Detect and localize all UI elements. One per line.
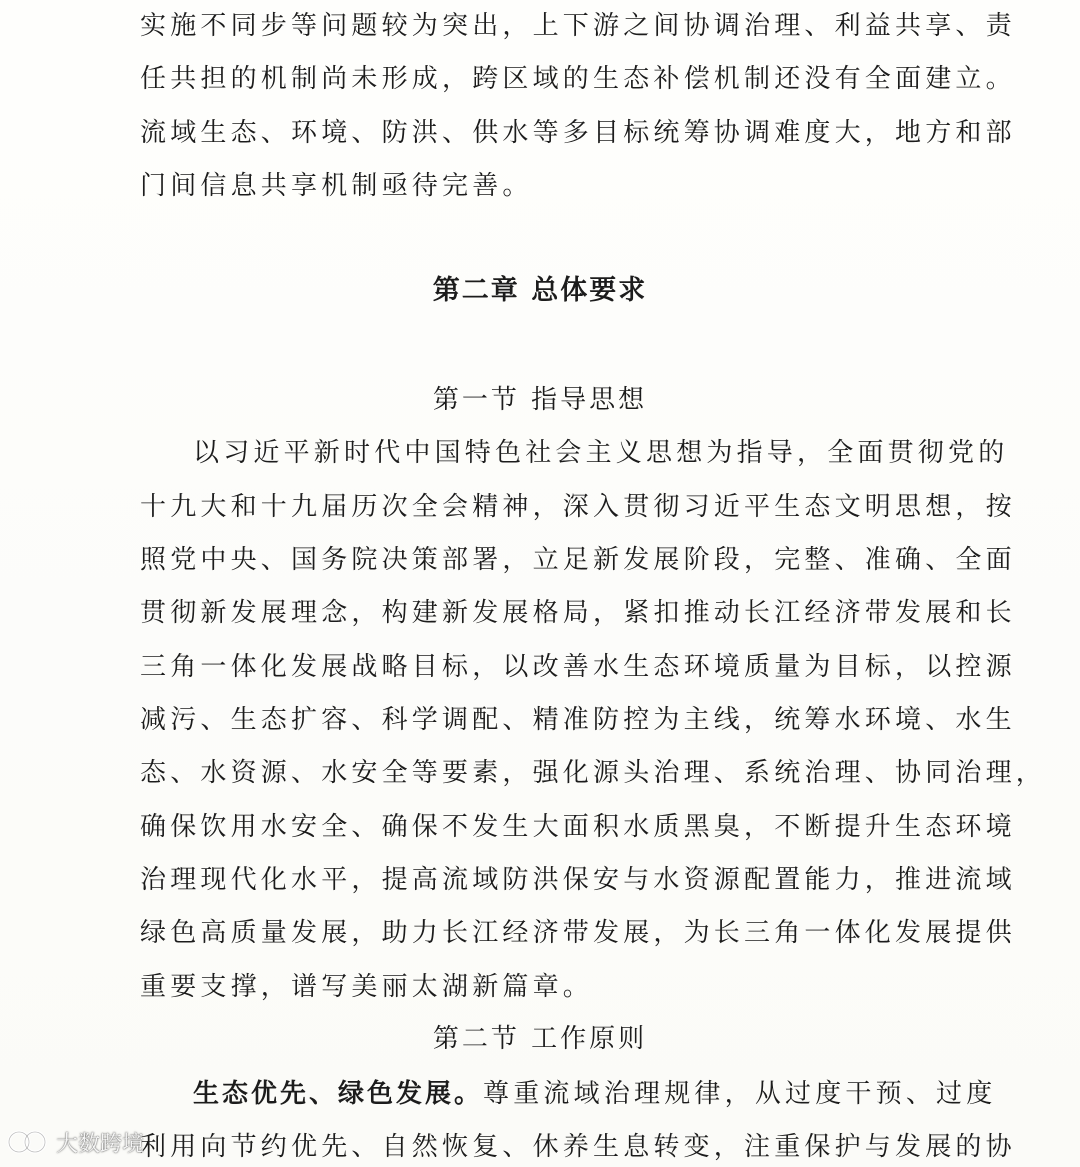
- body-text-line: 门间信息共享机制亟待完善。: [140, 171, 533, 201]
- body-text-line: 重要支撑，谱写美丽太湖新篇章。: [140, 972, 594, 1002]
- brand-logo-icon: [6, 1127, 50, 1157]
- body-text-line: 三角一体化发展战略目标，以改善水生态环境质量为目标，以控源: [140, 652, 1016, 682]
- body-text-line: 照党中央、国务院决策部署，立足新发展阶段，完整、准确、全面: [140, 545, 1016, 575]
- body-text-line: 减污、生态扩容、科学调配、精准防控为主线，统筹水环境、水生: [140, 705, 1016, 735]
- body-text-line: 利用向节约优先、自然恢复、休养生息转变，注重保护与发展的协: [140, 1132, 1016, 1162]
- body-text-line: 实施不同步等问题较为突出，上下游之间协调治理、利益共享、责: [140, 11, 1016, 41]
- body-text-line: 十九大和十九届历次全会精神，深入贯彻习近平生态文明思想，按: [140, 492, 1016, 522]
- body-text-line: 流域生态、环境、防洪、供水等多目标统筹协调难度大，地方和部: [140, 118, 1016, 148]
- chapter-title: 第二章 总体要求: [432, 275, 648, 306]
- body-text-line: 以习近平新时代中国特色社会主义思想为指导，全面贯彻党的: [193, 438, 1009, 468]
- section-title: 第一节 指导思想: [432, 385, 648, 415]
- watermark-text: 大数跨境: [56, 1131, 145, 1157]
- watermark: [6, 1122, 144, 1162]
- body-text-line: 绿色高质量发展，助力长江经济带发展，为长三角一体化发展提供: [140, 918, 1016, 948]
- body-text-line: 确保饮用水安全、确保不发生大面积水质黑臭，不断提升生态环境: [140, 812, 1016, 842]
- principle-text: 尊重流域治理规律，从过度干预、过度: [483, 1079, 997, 1109]
- section-title: 第二节 工作原则: [432, 1024, 648, 1054]
- principle-heading: 生态优先、绿色发展。: [193, 1079, 484, 1109]
- body-text-line: 贯彻新发展理念，构建新发展格局，紧扣推动长江经济带发展和长: [140, 598, 1016, 628]
- body-text-line: 任共担的机制尚未形成，跨区域的生态补偿机制还没有全面建立。: [140, 64, 1016, 94]
- body-text-line: [193, 1074, 997, 1114]
- body-text-line: 态、水资源、水安全等要素，强化源头治理、系统治理、协同治理，: [140, 758, 1047, 788]
- body-text-line: 治理现代化水平，提高流域防洪保安与水资源配置能力，推进流域: [140, 865, 1016, 895]
